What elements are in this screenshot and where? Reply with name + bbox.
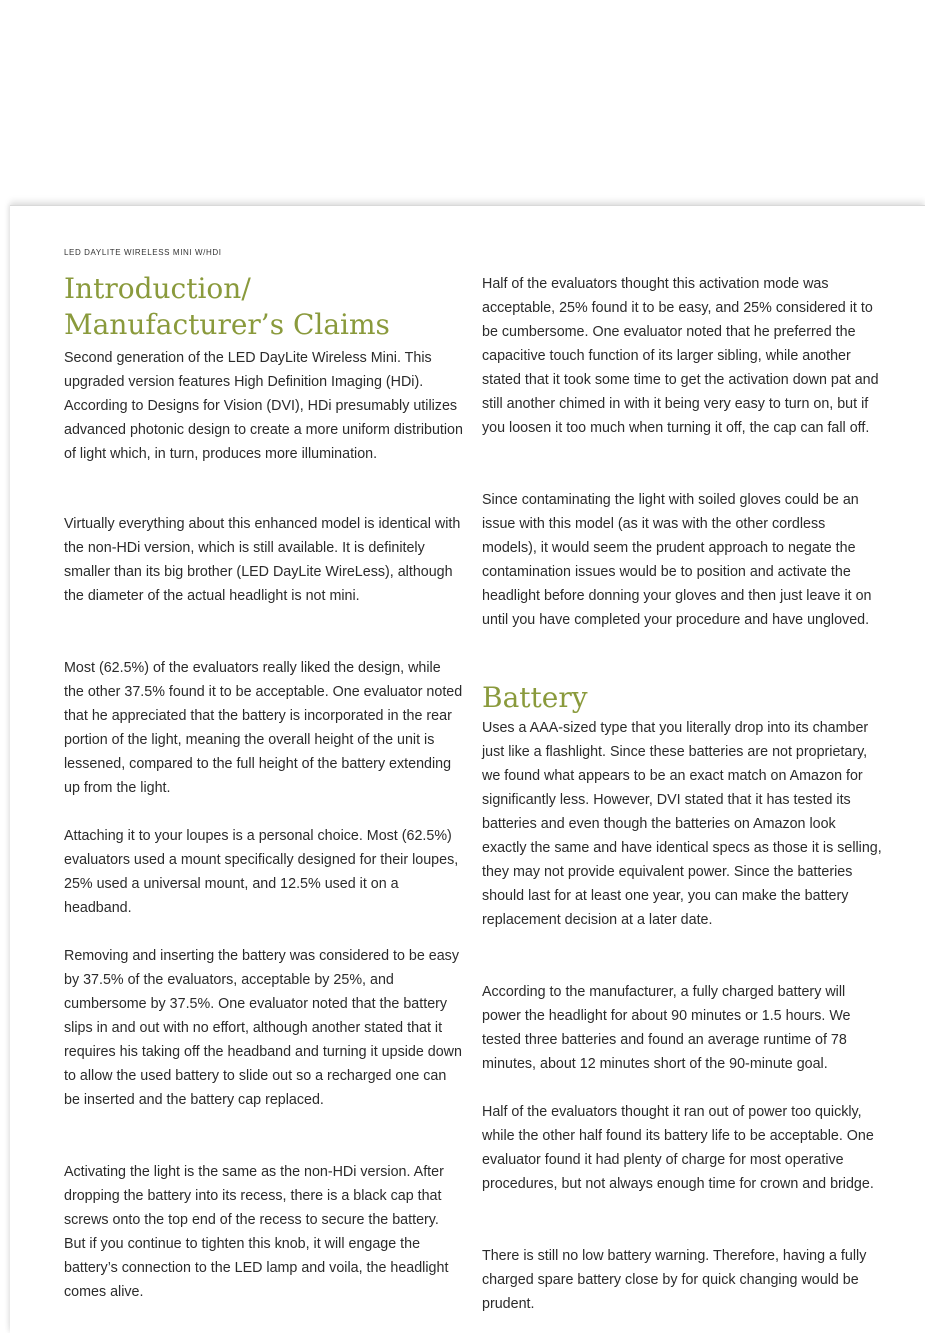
paragraph-right-6: There is still no low battery warning. Therefore, having a fully charged spare battery close by for quick changing would be prudent. — [482, 1248, 867, 1312]
paragraph-right-1: Half of the evaluators thought this activation mode was acceptable, 25% found it to be easy, and 25% considered it to be cumbersome. One evaluator noted that he preferred the capacitive touch function of its larger sibling, while another stated that it took some time to get the activation down pat and still another chimed in with it being very easy to turn on, but if you loosen it too much when turning it off, the cap can fall off. — [482, 276, 879, 436]
paragraph-left-1: Second generation of the LED DayLite Wireless Mini. This upgraded version features High Definition Imaging (HDi). According to Designs for Vision (DVI), HDi presumably utilizes advanced photonic design to create a more uniform distribution of light which, in turn, produces more illumination. — [64, 350, 463, 462]
paragraph-right-4: According to the manufacturer, a fully charged battery will power the headlight for about 90 minutes or 1.5 hours. We tested three batteries and found an average runtime of 78 minutes, about 12 minutes short of the 90-minute goal. — [482, 984, 851, 1072]
section-heading-battery: Battery — [482, 681, 588, 714]
paragraph-left-2: Virtually everything about this enhanced model is identical with the non-HDi version, which is still available. It is definitely smaller than its big brother (LED DayLite WireLess), although the diameter of the actual headlight is not mini. — [64, 516, 461, 604]
paragraph-right-5: Half of the evaluators thought it ran out of power too quickly, while the other half found its battery life to be acceptable. One evaluator found it had plenty of charge for most operative procedures, but not always enough time for crown and bridge. — [482, 1104, 874, 1192]
blank-top-area — [0, 0, 925, 195]
running-head: LED DAYLITE WIRELESS MINI W/HDI — [64, 248, 222, 257]
paragraph-right-2: Since contaminating the light with soiled gloves could be an issue with this model (as it was with the other cordless models), it would seem the prudent approach to negate the contamination issues would be to position and activate the headlight before donning your gloves and then just leave it on until you have completed your procedure and have ungloved. — [482, 492, 872, 628]
paragraph-left-4: Attaching it to your loupes is a personal choice. Most (62.5%) evaluators used a mount specifically designed for their loupes, 25% used a universal mount, and 12.5% used it on a headband. — [64, 828, 459, 916]
section-heading-introduction: Introduction/ Manufacturer’s Claims — [64, 272, 390, 341]
paragraph-left-3: Most (62.5%) of the evaluators really liked the design, while the other 37.5% found it to be acceptable. One evaluator noted that he appreciated that the battery is incorporated in the rear portion of the light, meaning the overall height of the unit is lessened, compared to the full height of the battery extending up from the light. — [64, 660, 463, 796]
document-page — [10, 205, 925, 1333]
paragraph-left-6: Activating the light is the same as the non-HDi version. After dropping the battery into its recess, there is a black cap that screws onto the top end of the recess to secure the battery. But if you continue to tighten this knob, it will engage the battery’s connection to the LED lamp and voila, the headlight comes alive. — [64, 1164, 449, 1300]
paragraph-left-5: Removing and inserting the battery was considered to be easy by 37.5% of the evaluators, acceptable by 25%, and cumbersome by 37.5%. One evaluator noted that the battery slips in and out with no effort, although another stated that it requires his taking off the headband and turning it upside down to allow the used battery to slide out so a recharged one can be inserted and the battery cap replaced. — [64, 948, 462, 1108]
paragraph-right-3: Uses a AAA-sized type that you literally drop into its chamber just like a flashlight. Since these batteries are not proprietary, we found what appears to be an exact match on Amazon for significantly less. However, DVI stated that it has tested its batteries and even though the batteries on Amazon look exactly the same and have identical specs as those it is selling, they may not provide equivalent power. Since the batteries should last for at least one year, you can make the battery replacement decision at a later date. — [482, 720, 882, 928]
